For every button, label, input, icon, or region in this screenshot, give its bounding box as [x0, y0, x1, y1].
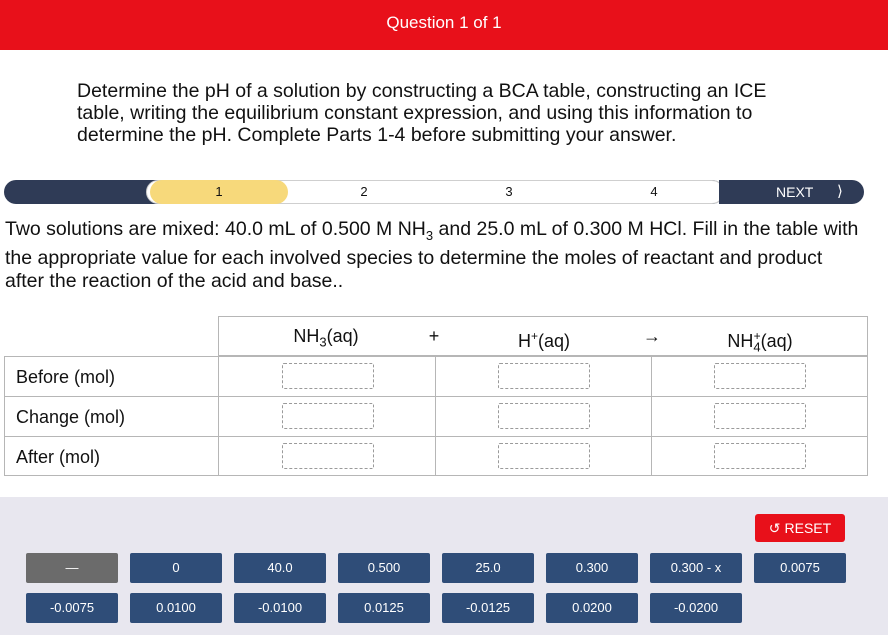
col-divider: [651, 356, 652, 476]
undo-icon: ↺: [768, 520, 781, 536]
drop-nh3-before[interactable]: [282, 363, 374, 389]
tile-00200[interactable]: 0.0200: [546, 593, 638, 623]
tile-0500[interactable]: 0.500: [338, 553, 430, 583]
bca-table: [4, 316, 868, 476]
step-4[interactable]: 4: [650, 184, 658, 199]
step-2[interactable]: 2: [360, 184, 368, 199]
row-label-after: After (mol): [16, 447, 101, 467]
tile-40[interactable]: 40.0: [234, 553, 326, 583]
row-divider: [4, 396, 868, 397]
tile-neg-00100[interactable]: -0.0100: [234, 593, 326, 623]
tile-dash[interactable]: —: [26, 553, 118, 583]
drop-nh4-before[interactable]: [714, 363, 806, 389]
question-counter: Question 1 of 1: [386, 13, 502, 32]
row-label-change: Change (mol): [16, 407, 126, 427]
drop-nh3-after[interactable]: [282, 443, 374, 469]
species-nh3: $NH_3(aq)$: [293, 326, 359, 350]
col-divider: [435, 356, 436, 476]
drop-nh3-change[interactable]: [282, 403, 374, 429]
header-bar: [0, 0, 888, 50]
tile-neg-00075[interactable]: -0.0075: [26, 593, 118, 623]
species-nh4-plus: $NH_4^+(aq)$: [727, 329, 793, 355]
step-1[interactable]: 1: [150, 180, 288, 204]
tile-0[interactable]: 0: [130, 553, 222, 583]
next-button[interactable]: [719, 180, 864, 204]
tile-00125[interactable]: 0.0125: [338, 593, 430, 623]
tile-0300[interactable]: 0.300: [546, 553, 638, 583]
instructions-text: Determine the pH of a solution by constructing a BCA table, constructing an ICE table, writing the equilibrium constant expression, and using this information to determine the pH. Complete Parts 1-4 before submitting your answer.: [77, 80, 767, 146]
col-divider: [218, 356, 219, 476]
problem-text-part2: and 25.0 mL of 0.300 M HCl. Fill in the table with the appropriate value for each involved species to determine the moles of reactant and product after the reaction of the acid and base..: [5, 218, 859, 292]
problem-statement: [5, 218, 865, 293]
step-progress-bar: [4, 180, 864, 204]
drop-h-after[interactable]: [498, 443, 590, 469]
step-3[interactable]: 3: [505, 184, 513, 199]
row-label-before: Before (mol): [16, 367, 116, 387]
drop-h-change[interactable]: [498, 403, 590, 429]
arrow-operator: →: [643, 326, 661, 346]
next-label: NEXT: [776, 184, 814, 200]
drop-nh4-change[interactable]: [714, 403, 806, 429]
tile-neg-00125[interactable]: -0.0125: [442, 593, 534, 623]
reset-label: RESET: [784, 520, 832, 536]
problem-text-part1: Two solutions are mixed: 40.0 mL of 0.500 M NH: [5, 218, 426, 240]
species-h-plus: H+(aq): [517, 329, 571, 351]
tile-00075[interactable]: 0.0075: [754, 553, 846, 583]
drop-h-before[interactable]: [498, 363, 590, 389]
tile-00100[interactable]: 0.0100: [130, 593, 222, 623]
plus-operator: +: [428, 326, 440, 346]
drop-nh4-after[interactable]: [714, 443, 806, 469]
tile-25[interactable]: 25.0: [442, 553, 534, 583]
reset-button[interactable]: [755, 514, 845, 542]
tile-neg-00200[interactable]: -0.0200: [650, 593, 742, 623]
tile-0300-minus-x[interactable]: 0.300 - x: [650, 553, 742, 583]
problem-subscript: 3: [425, 227, 434, 243]
row-divider: [4, 436, 868, 437]
chevron-right-icon: ⟩: [837, 183, 843, 200]
